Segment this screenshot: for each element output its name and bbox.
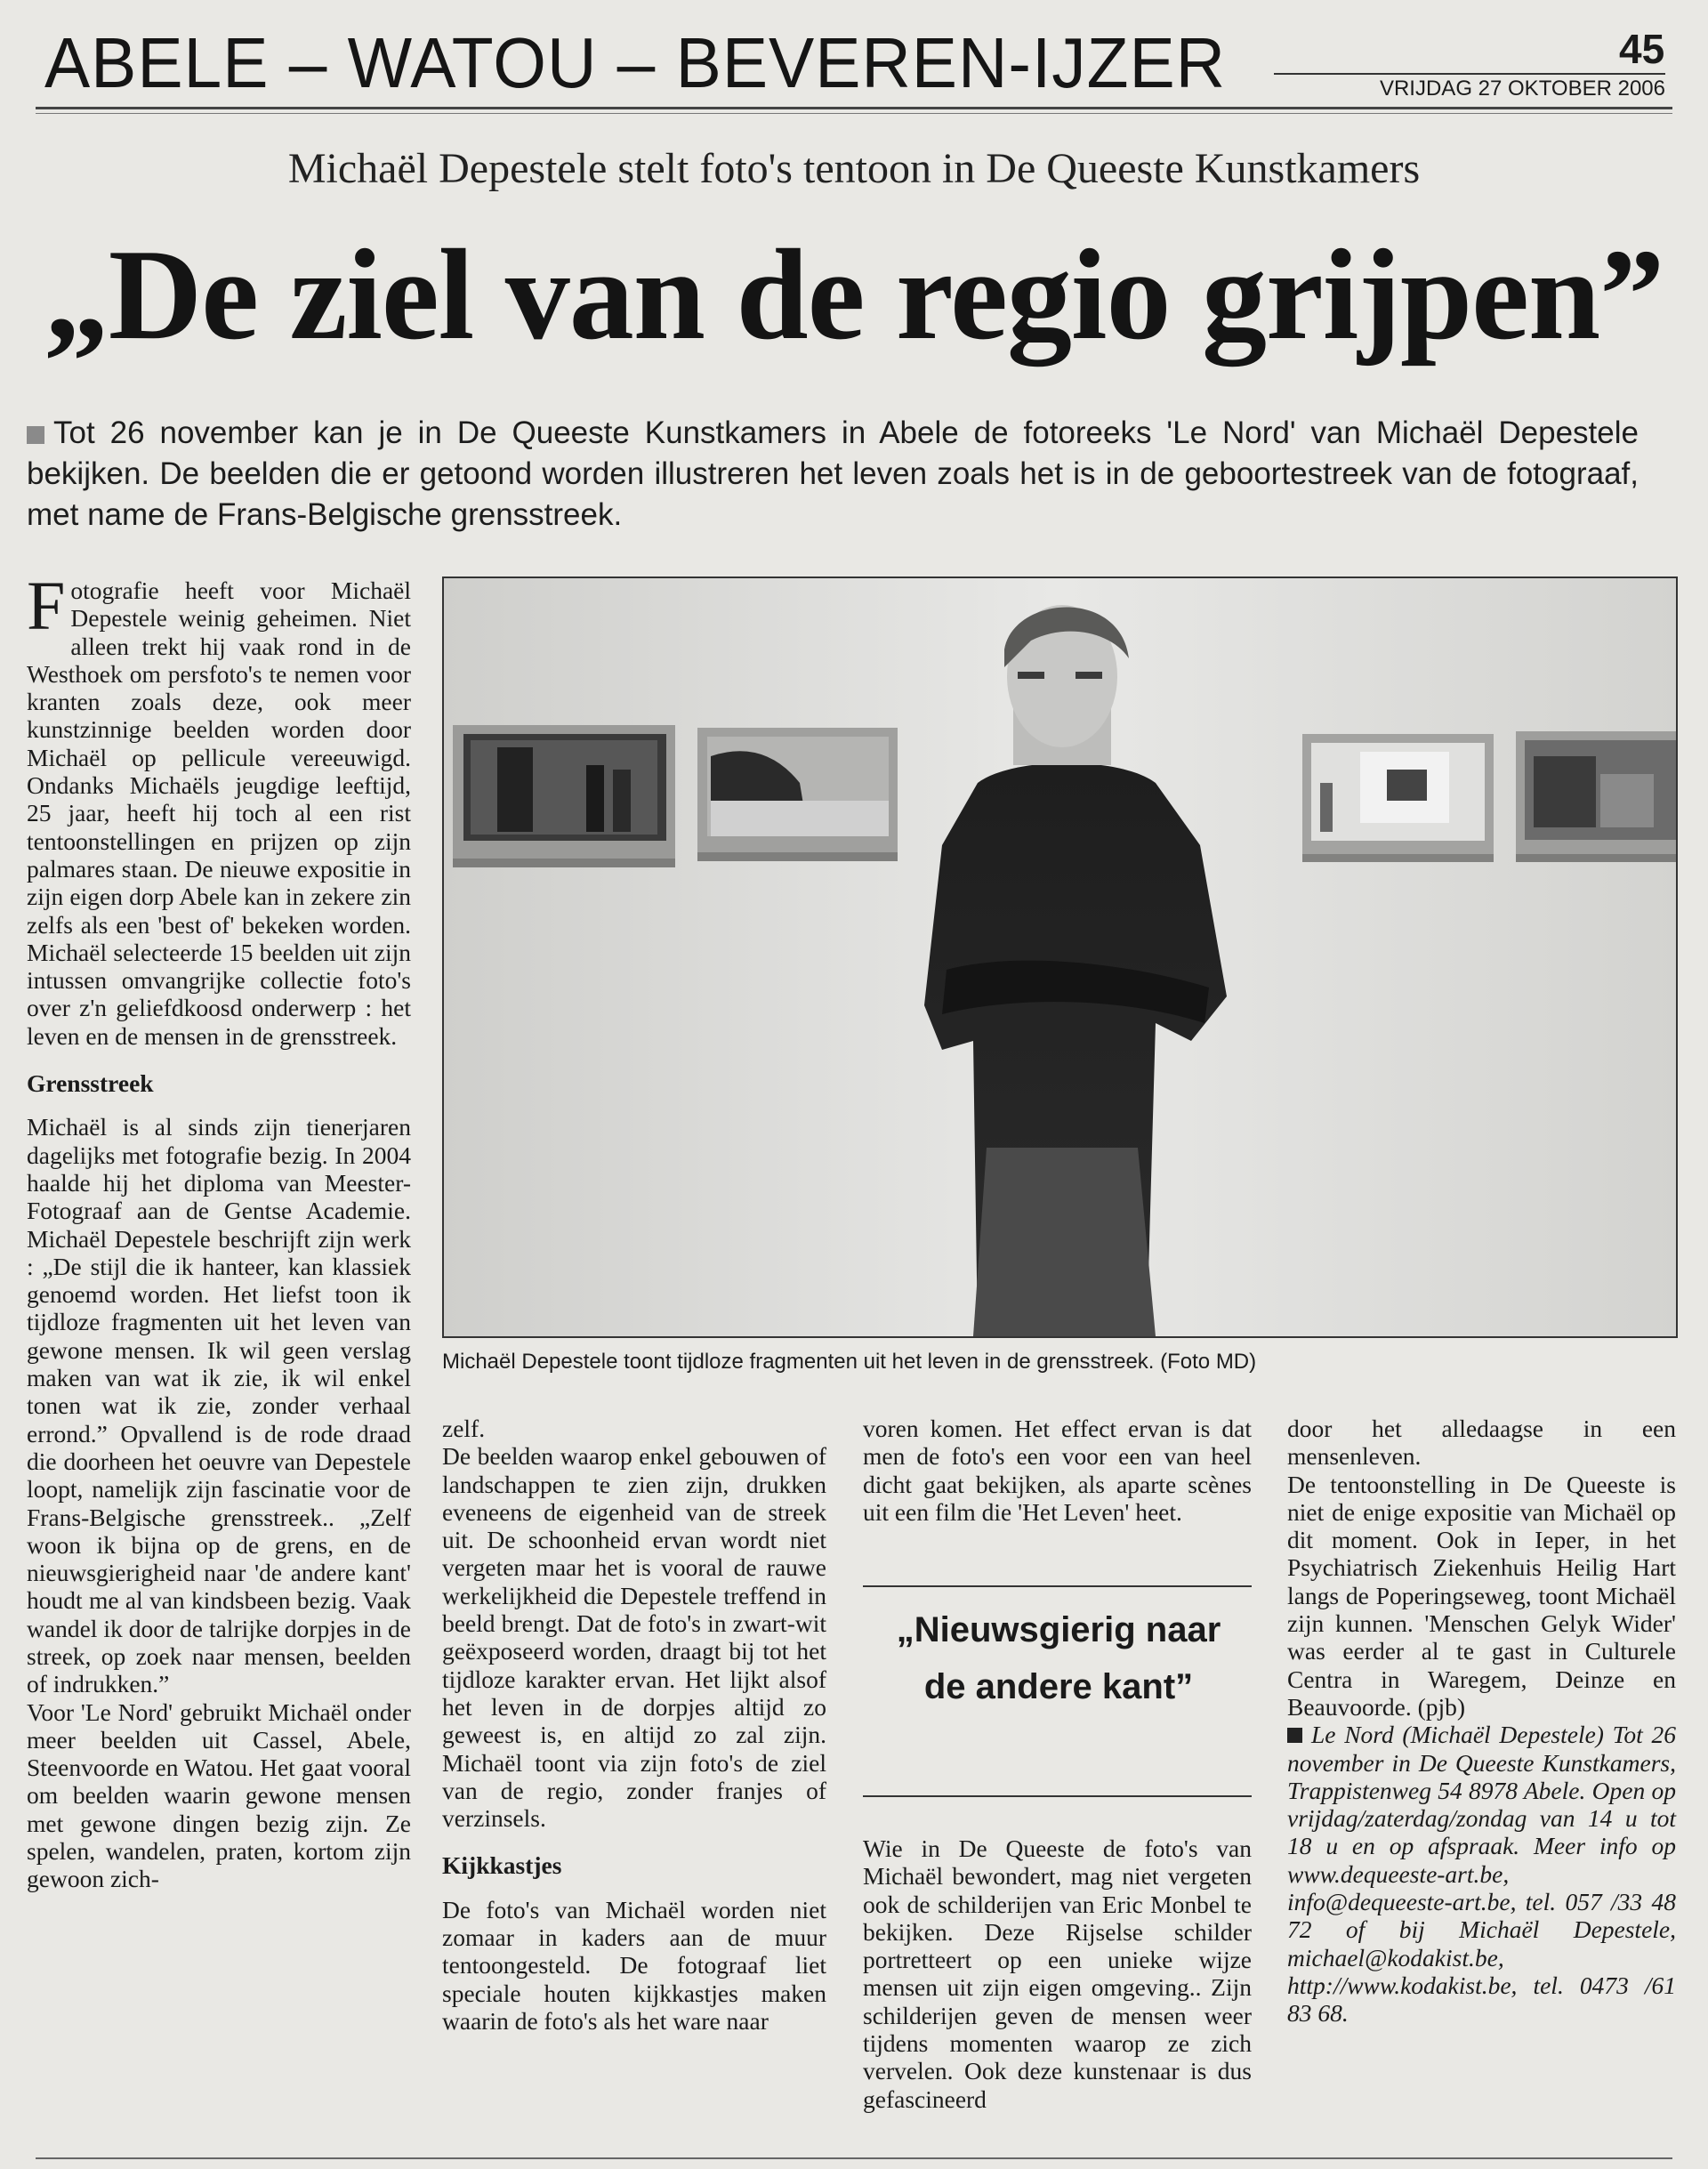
- lead-bullet-icon: [27, 426, 44, 444]
- section-title: ABELE – WATOU – BEVEREN-IJZER: [44, 23, 1227, 102]
- col2-paragraph-2: De beelden waarop enkel gebouwen of landschappen te zien zijn, drukken eveneens de eigenheid van de streek uit. De schoonheid ervan wordt niet vergeten maar het is vooral de rauwe werkelijkheid die Depestele treffend in beeld brengt. Dat de foto's in zwart-wit geëxposeerd worden, draagt bij tot het tijdloze karakter ervan. Het lijkt alsof het leven in de dorpjes altijd zo geweest is, en altijd zo zal zijn. Michaël toont via zijn foto's de ziel van de regio, zonder franjes of verzinsels.: [442, 1442, 826, 1833]
- bottom-rule: [36, 2157, 1672, 2159]
- photo-box-2: [697, 728, 898, 861]
- masthead-double-rule-2: [36, 113, 1672, 114]
- exhibition-photo: [442, 577, 1678, 1338]
- pullquote-rule-top: [863, 1585, 1252, 1587]
- col1-paragraph-2: Michaël is al sinds zijn tienerjaren dagelijks met fotografie bezig. In 2004 haalde hij het diploma van Meester-Fotograaf aan de Gentse Academie. Michaël Depestele beschrijft zijn werk : „De stijl die ik hanteer, kan klassiek genoemd worden. Het liefst toon ik tijdloze fragmenten uit het leven van gewone mensen. Ik wil geen verslag maken van wat ik zie, ik wil enkel tonen wat ik zie, zonder verhaal errond.” Opvallend is de rode draad die doorheen het oeuvre van Depestele loopt, namelijk zijn fascinatie voor de Frans-Belgische grensstreek.. „Zelf woon ik bijna op de grens, en de nieuwsgierigheid naar 'de andere kant' houdt me al van kindsbeen bezig. Vaak wandel ik door de talrijke dorpjes in de streek, op zoek naar mensen, beelden of indrukken.”: [27, 1113, 411, 1698]
- info-bullet-icon: [1287, 1728, 1302, 1743]
- column-4: [1287, 1415, 1676, 2028]
- lead-paragraph: Tot 26 november kan je in De Queeste Kunstkamers in Abele de fotoreeks 'Le Nord' van Michaël Depestele bekijken. De beelden die er getoond worden illustreren het leven zoals het is in de geboortestreek van de fotograaf, met name de Frans-Belgische grensstreek.: [27, 415, 1639, 532]
- col2-paragraph-3: De foto's van Michaël worden niet zomaar in kaders aan de muur tentoongesteld. De fotograaf liet speciale houten kijkkastjes maken waarin de foto's als het ware naar: [442, 1895, 826, 2035]
- col1-paragraph-3: Voor 'Le Nord' gebruikt Michaël onder meer beelden uit Cassel, Abele, Steenvoorde en Watou. Het gaat vooral om beelden waarin gewone mensen met gewone dingen bezig zijn. Ze spelen, wandelen, praten, kortom zijn gewoon zich-: [27, 1697, 411, 1893]
- col3-paragraph-1: voren komen. Het effect ervan is dat men de foto's een voor een van heel dicht gaat bekijken, als aparte scènes uit een film die 'Het Leven' heet.: [863, 1415, 1252, 1526]
- column-1: [27, 567, 411, 1893]
- photo-scene: [444, 578, 1676, 1336]
- dropcap: F: [27, 567, 66, 644]
- kicker: Michaël Depestele stelt foto's tentoon in De Queeste Kunstkamers: [287, 145, 1421, 192]
- pullquote-rule-bottom: [863, 1795, 1252, 1797]
- col4-paragraph-1: door het alledaagse in een mensenleven.: [1287, 1415, 1676, 1471]
- column-3b: [863, 1834, 1252, 2113]
- pullquote: „Nieuwsgierig naar de andere kant”: [896, 1610, 1221, 1706]
- column-3: [863, 1415, 1252, 1526]
- masthead-rule: [1274, 73, 1665, 75]
- subhead-kijkkastjes: Kijkkastjes: [442, 1851, 562, 1880]
- info-block: Le Nord (Michaël Depestele) Tot 26 november in De Queeste Kunstkamers, Trappistenweg 54 8978 Abele. Open op vrijdag/zaterdag/zondag van 14 u tot 18 u en op afspraak. Meer info op www.dequeeste-art.be, info@dequeeste-art.be, tel. 057 /33 48 72 of bij Michaël Depestele, michael@kodakist.be, http://www.kodakist.be, tel. 0473 /61 83 68.: [1287, 1721, 1676, 2028]
- col3-paragraph-2: Wie in De Queeste de foto's van Michaël bewondert, mag niet vergeten ook de schilderijen van Eric Monbel te bekijken. Deze Rijselse schilder portretteert op een unieke wijze mensen uit zijn eigen omgeving.. Zijn schilderijen geven de mensen weer tijdens momenten waarop ze zich vervelen. Ook deze kunstenaar is dus gefascineerd: [863, 1834, 1252, 2113]
- photo-box-4: [1516, 731, 1676, 862]
- col1-paragraph-1: otografie heeft voor Michaël Depestele weinig geheimen. Niet alleen trekt hij vaak rond in de Westhoek om persfoto's te nemen voor kranten zoals deze, ook meer kunstzinnige beelden worden door Michaël op pellicule vereeuwigd. Ondanks Michaëls jeugdige leeftijd, 25 jaar, heeft hij toch al een rist tentoonstellingen en prijzen op zijn palmares staan. De nieuwe expositie in zijn eigen dorp Abele kan in zekere zin zelfs als een 'best of' bekeken worden. Michaël selecteerde 15 beelden uit zijn intussen omvangrijke collectie foto's over z'n geliefdkoosd onderwerp : het leven en de mensen in de grensstreek.: [27, 577, 411, 1050]
- column-2: [442, 1415, 826, 2035]
- photo-box-3: [1302, 734, 1494, 862]
- photo-caption: Michaël Depestele toont tijdloze fragmenten uit het leven in de grensstreek. (Foto MD): [442, 1350, 1257, 1374]
- photo-box-1: [453, 725, 675, 867]
- col4-paragraph-2: De tentoonstelling in De Queeste is niet de enige expositie van Michaël op dit moment. Ook in Ieper, in het Psychiatrisch Ziekenhuis Heilig Hart langs de Poperingseweg, toont Michaël zijn kunnen. 'Menschen Gelyk Wider' was eerder al te gast in Culturele Centra in Waregem, Deinze en Beauvoorde. (pjb): [1287, 1470, 1676, 1721]
- col2-paragraph-1: zelf.: [442, 1415, 486, 1442]
- subhead-grensstreek: Grensstreek: [27, 1069, 154, 1098]
- headline: „De ziel van de regio grijpen”: [44, 222, 1664, 367]
- issue-date: VRIJDAG 27 OKTOBER 2006: [1379, 77, 1665, 101]
- masthead-double-rule: [36, 107, 1672, 109]
- page-number: 45: [1619, 26, 1665, 72]
